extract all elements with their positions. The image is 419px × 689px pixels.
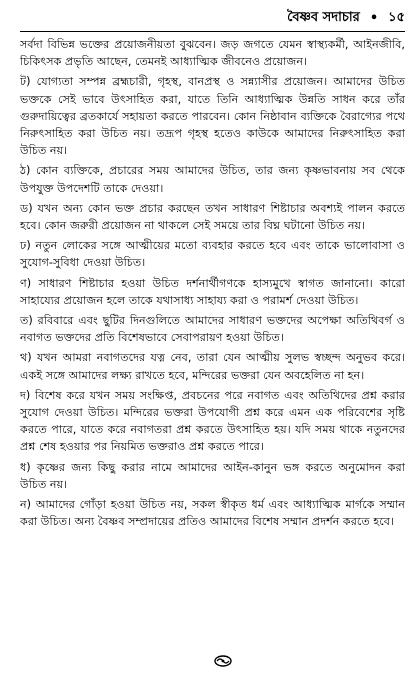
running-header [20, 6, 405, 30]
header-rule [20, 31, 405, 32]
paragraph-9: দ) বিশেষ করে যখন সময় সংক্ষিপ্ত, প্রবচনের পরে নবাগত এবং অতিথিদের প্রশ্ন করার সুযোগ দেওয়া উচিত। মন্দিরের ভক্তরা উপযোগী প্রশ্ন করে এমন এক পরিবেশের সৃষ্টি করতে পারে, যাতে করে নবাগতরা প্রশ্ন করতে উৎসাহিত হয়। যদি সময় থাকে নতুনদের প্রশ্ন শেষ হওয়ার পর নিয়মিত ভক্তরাও প্রশ্ন করতে পারে। [20, 388, 405, 454]
paragraph-6: ণ) সাধারণ শিষ্টাচার হওয়া উচিত দর্শনার্থীগণকে হাস্যমুখে স্বাগত জানানো। কারো সাহায্যের প্রয়োজন হলে তাকে যথাসাধ্য সাহায্য করা ও পরামর্শ দেওয়া উচিত। [20, 276, 405, 307]
paragraph-5: ঢ) নতুন লোকের সঙ্গে আত্মীয়ের মতো ব্যবহার করতে হবে এবং তাকে ভালোবাসা ও সুযোগ-সুবিধা দেওয়া উচিত। [20, 239, 405, 270]
page-number: ১৫ [388, 9, 405, 25]
end-ornament-icon [214, 655, 232, 667]
paragraph-2: ট) যোগ্যতা সম্পন্ন ব্রহ্মচারী, গৃহস্থ, বানপ্রস্থ ও সন্ন্যাসীর প্রয়োজন। আমাদের উচিত ভক্তকে সেই ভাবে উৎসাহিত করা, যাতে তিনি আধ্যাত্মিক উন্নতি সাধন করে তাঁর গুরুদায়িত্বের ব্রতকার্যে সহায়তা করতে পারবেন। কোন নিষ্ঠাবান ব্যক্তিকে বৈরাগ্যের পথে নিরুৎসাহিত করা উচিত নয়। তদ্রূপ গৃহস্থ হতেও কাউকে আমাদের নিরুৎসাহিত করা উচিত নয়। [20, 75, 405, 158]
paragraph-1: সর্বদা বিভিন্ন ভক্তের প্রয়োজনীয়তা বুঝবেন। জড় জগতে যেমন স্বাস্থ্যকর্মী, আইনজীবি, চিকিৎসক প্রভৃতি আছেন, তেমনই আধ্যাত্মিক জীবনেও প্রয়োজন। [20, 38, 405, 69]
header-bullet: • [369, 10, 379, 26]
body-text [20, 36, 405, 533]
paragraph-8: থ) যখন আমরা নবাগতদের যত্ন নেব, তারা যেন আত্মীয় সুলভ স্বচ্ছন্দ অনুভব করে। একই সঙ্গে আমাদের লক্ষ্য রাখতে হবে, মন্দিরের ভক্তরা যেন অবহেলিত না হন। [20, 351, 405, 382]
paragraph-3: ঠ) কোন ব্যক্তিকে, প্রচারের সময় আমাদের উচিত, তার জন্য কৃষ্ণভাবনায় সব থেকে উপযুক্ত উপদেশটি তাকে দেওয়া। [20, 164, 405, 195]
paragraph-11: ন) আমাদের গোঁড়া হওয়া উচিত নয়, সকল স্বীকৃত ধর্ম এবং আধ্যাত্মিক মার্গকে সম্মান করা উচিত। অন্য বৈষ্ণব সম্প্রদায়ের প্রতিও আমাদের বিশেষ সম্মান প্রদর্শন করতে হবে। [20, 498, 405, 529]
running-header-title: বৈষ্ণব সদাচার [287, 9, 360, 25]
paragraph-7: ত) রবিবারে এবং ছুটির দিনগুলিতে আমাদের সাধারণ ভক্তদের অপেক্ষা অতিথিবর্গ ও নবাগত ভক্তদের প্রতি বিশেষভাবে সেবাপরায়ণ হওয়া উচিত। [20, 314, 405, 345]
paragraph-10: ধ) কৃষ্ণের জন্য কিছু করার নামে আমাদের আইন-কানুন ভঙ্গ করতে অনুমোদন করা উচিত নয়। [20, 460, 405, 491]
paragraph-4: ড) যখন অন্য কোন ভক্ত প্রচার করছেন তখন সাধারণ শিষ্টাচার অবশ্যই পালন করতে হবে। কোন জরুরী প্রয়োজন না থাকলে সেই সময়ে তার বিঘ্ন ঘটানো উচিত নয়। [20, 201, 405, 233]
